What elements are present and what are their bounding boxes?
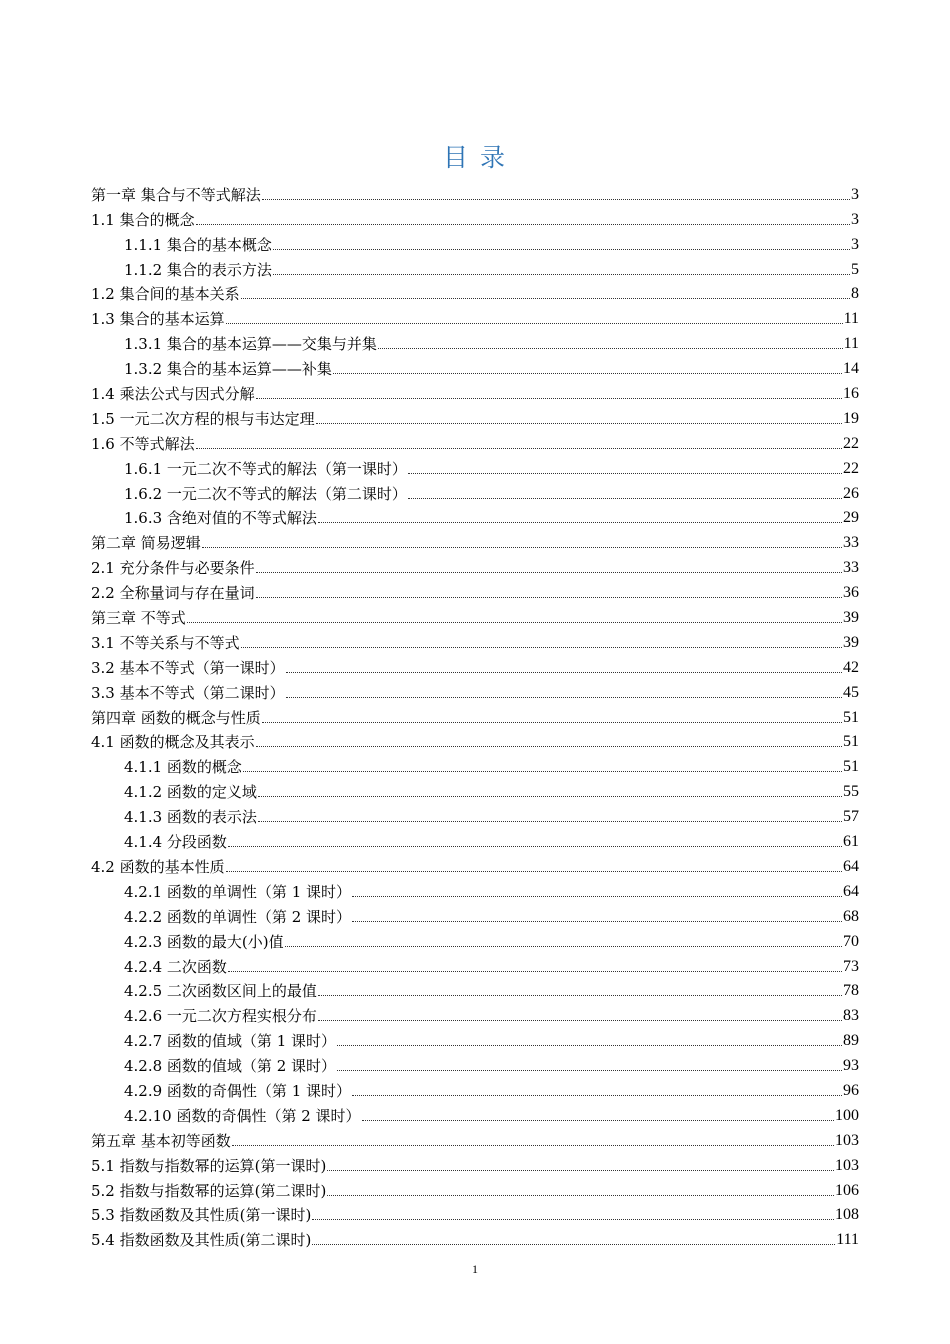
toc-entry-title: 第五章 基本初等函数: [91, 1131, 231, 1150]
toc-entry-page: 16: [843, 385, 859, 403]
page-title: 目 录: [443, 143, 507, 172]
toc-entry-title: 1.5 一元二次方程的根与韦达定理: [91, 409, 315, 428]
toc-entry-page: 3: [851, 185, 859, 203]
toc-entry[interactable]: [91, 428, 859, 453]
page-number: 1: [472, 1262, 478, 1276]
dot-leader: [337, 1069, 842, 1071]
toc-entry[interactable]: [91, 951, 859, 976]
toc-entry-page: 33: [843, 534, 859, 552]
dot-leader: [232, 1144, 834, 1146]
toc-entry-title: 4.1.1 函数的概念: [124, 758, 242, 777]
toc-entry[interactable]: [91, 677, 859, 702]
toc-entry[interactable]: [91, 901, 859, 926]
dot-leader: [362, 1119, 834, 1121]
toc-entry-page: 33: [843, 559, 859, 577]
dot-leader: [318, 994, 842, 996]
toc-entry-page: 3: [851, 235, 859, 253]
toc-entry[interactable]: [91, 1224, 859, 1249]
dot-leader: [256, 596, 842, 598]
dot-leader: [337, 1044, 842, 1046]
toc-entry-title: 5.3 指数函数及其性质(第一课时): [91, 1206, 312, 1225]
toc-entry-title: 5.2 指数与指数幂的运算(第二课时): [91, 1181, 327, 1200]
dot-leader: [352, 895, 842, 897]
toc-entry-title: 1.6.2 一元二次不等式的解法（第二课时）: [124, 484, 407, 503]
dot-leader: [286, 696, 842, 698]
dot-leader: [256, 745, 842, 747]
toc-entry-page: 36: [843, 584, 859, 602]
toc-entry-title: 1.1.2 集合的表示方法: [124, 260, 272, 279]
toc-entry-page: 26: [843, 484, 859, 502]
toc-entry-title: 1.3.1 集合的基本运算——交集与并集: [124, 335, 377, 354]
toc-entry[interactable]: [91, 1100, 859, 1125]
toc-entry-page: 103: [835, 1156, 859, 1174]
toc-entry-page: 61: [843, 833, 859, 851]
dot-leader: [243, 770, 842, 772]
toc-entry[interactable]: [91, 179, 859, 204]
toc-entry[interactable]: [91, 453, 859, 478]
toc-entry[interactable]: [91, 303, 859, 328]
toc-entry-title: 4.2.2 函数的单调性（第 2 课时）: [124, 907, 352, 926]
dot-leader: [318, 1019, 842, 1021]
toc-entry[interactable]: [91, 478, 859, 503]
dot-leader: [228, 845, 842, 847]
toc-entry-title: 4.2.4 二次函数: [124, 957, 227, 976]
toc-entry-page: 78: [843, 982, 859, 1000]
toc-entry-title: 1.6.3 含绝对值的不等式解法: [124, 509, 317, 528]
toc-entry[interactable]: [91, 1200, 859, 1225]
toc-entry-title: 2.2 全称量词与存在量词: [91, 584, 255, 603]
toc-entry-title: 1.2 集合间的基本关系: [91, 285, 240, 304]
dot-leader: [202, 546, 842, 548]
dot-leader: [256, 397, 842, 399]
dot-leader: [273, 248, 850, 250]
toc-entry-page: 3: [851, 210, 859, 228]
toc-entry-page: 45: [843, 683, 859, 701]
dot-leader: [286, 671, 842, 673]
toc-entry-page: 51: [843, 708, 859, 726]
toc-entry[interactable]: [91, 776, 859, 801]
toc-entry-page: 111: [836, 1231, 859, 1249]
toc-entry-page: 14: [843, 360, 859, 378]
toc-entry[interactable]: [91, 1050, 859, 1075]
toc-entry-page: 83: [843, 1007, 859, 1025]
toc-entry-title: 1.6 不等式解法: [91, 434, 195, 453]
toc-entry-title: 第三章 不等式: [91, 609, 186, 628]
toc-entry-title: 3.1 不等关系与不等式: [91, 633, 240, 652]
toc-entry-title: 4.1 函数的概念及其表示: [91, 733, 255, 752]
toc-entry[interactable]: [91, 602, 859, 627]
toc-entry-title: 1.1.1 集合的基本概念: [124, 235, 272, 254]
dot-leader: [241, 297, 850, 299]
toc-entry[interactable]: [91, 254, 859, 279]
toc-entry-title: 4.2.6 一元二次方程实根分布: [124, 1007, 317, 1026]
toc-entry[interactable]: [91, 826, 859, 851]
toc-entry-title: 第二章 简易逻辑: [91, 534, 201, 553]
toc-entry-page: 8: [851, 285, 859, 303]
toc-entry-title: 第一章 集合与不等式解法: [91, 185, 261, 204]
dot-leader: [327, 1194, 834, 1196]
toc-entry-page: 11: [843, 335, 859, 353]
dot-leader: [333, 372, 842, 374]
toc-entry-title: 第四章 函数的概念与性质: [91, 708, 261, 727]
toc-entry[interactable]: [91, 1150, 859, 1175]
toc-entry-title: 4.1.3 函数的表示法: [124, 808, 257, 827]
toc-entry-page: 39: [843, 633, 859, 651]
toc-entry-page: 55: [843, 783, 859, 801]
toc-entry-title: 4.2.10 函数的奇偶性（第 2 课时）: [124, 1106, 361, 1125]
dot-leader: [285, 945, 842, 947]
dot-leader: [226, 322, 843, 324]
toc-entry[interactable]: [91, 727, 859, 752]
toc-entry-title: 5.1 指数与指数幂的运算(第一课时): [91, 1156, 327, 1175]
toc-entry-title: 1.3 集合的基本运算: [91, 310, 225, 329]
dot-leader: [273, 273, 850, 275]
toc-entry[interactable]: [91, 353, 859, 378]
toc-entry-page: 29: [843, 509, 859, 527]
toc-entry-page: 19: [843, 409, 859, 427]
toc-entry-title: 1.6.1 一元二次不等式的解法（第一课时）: [124, 459, 407, 478]
dot-leader: [262, 198, 850, 200]
toc-entry[interactable]: [91, 403, 859, 428]
toc-entry[interactable]: [91, 851, 859, 876]
toc-entry-page: 39: [843, 609, 859, 627]
toc-entry-page: 51: [843, 758, 859, 776]
toc-entry-page: 103: [835, 1131, 859, 1149]
toc-entry-title: 1.1 集合的概念: [91, 210, 195, 229]
dot-leader: [256, 571, 842, 573]
toc-entry-title: 2.1 充分条件与必要条件: [91, 559, 255, 578]
toc-entry-title: 1.4 乘法公式与因式分解: [91, 385, 255, 404]
toc-entry-page: 70: [843, 932, 859, 950]
dot-leader: [262, 721, 842, 723]
dot-leader: [258, 820, 842, 822]
toc-entry-title: 5.4 指数函数及其性质(第二课时): [91, 1231, 312, 1250]
dot-leader: [196, 447, 842, 449]
toc-entry[interactable]: [91, 1025, 859, 1050]
toc-entry-page: 64: [843, 857, 859, 875]
toc-entry[interactable]: [91, 527, 859, 552]
toc-entry-title: 4.2.3 函数的最大(小)值: [124, 932, 284, 951]
toc-entry[interactable]: [91, 577, 859, 602]
toc-entry-page: 11: [843, 310, 859, 328]
toc-entry-title: 3.3 基本不等式（第二课时）: [91, 683, 285, 702]
dot-leader: [408, 472, 842, 474]
toc-entry[interactable]: [91, 204, 859, 229]
dot-leader: [318, 521, 842, 523]
toc-entry-title: 4.1.2 函数的定义域: [124, 783, 257, 802]
toc-entry-title: 4.1.4 分段函数: [124, 833, 227, 852]
toc-entry-page: 106: [835, 1181, 859, 1199]
toc-entry[interactable]: [91, 1125, 859, 1150]
toc-entry-page: 57: [843, 808, 859, 826]
toc-entry[interactable]: [91, 652, 859, 677]
toc-entry-title: 4.2.1 函数的单调性（第 1 课时）: [124, 882, 352, 901]
toc-entry-page: 22: [843, 434, 859, 452]
toc-entry-title: 4.2.8 函数的值域（第 2 课时）: [124, 1057, 337, 1076]
toc-entry[interactable]: [91, 229, 859, 254]
dot-leader: [228, 970, 842, 972]
toc-entry-page: 100: [835, 1106, 859, 1124]
toc-entry[interactable]: [91, 627, 859, 652]
toc-entry-page: 108: [835, 1206, 859, 1224]
toc-entry-page: 68: [843, 907, 859, 925]
toc-entry-page: 42: [843, 658, 859, 676]
toc-entry-title: 3.2 基本不等式（第一课时）: [91, 658, 285, 677]
toc-entry-page: 89: [843, 1032, 859, 1050]
dot-leader: [352, 1094, 842, 1096]
dot-leader: [327, 1169, 834, 1171]
toc-entry[interactable]: [91, 552, 859, 577]
toc-entry[interactable]: [91, 876, 859, 901]
dot-leader: [408, 497, 842, 499]
dot-leader: [378, 347, 843, 349]
dot-leader: [312, 1218, 834, 1220]
dot-leader: [352, 920, 842, 922]
dot-leader: [226, 870, 842, 872]
dot-leader: [312, 1243, 835, 1245]
dot-leader: [187, 621, 842, 623]
toc-entry[interactable]: [91, 926, 859, 951]
toc-entry-page: 22: [843, 459, 859, 477]
toc-entry[interactable]: [91, 378, 859, 403]
dot-leader: [316, 422, 842, 424]
toc-entry-page: 64: [843, 882, 859, 900]
toc-entry-page: 73: [843, 957, 859, 975]
toc-entry[interactable]: [91, 328, 859, 353]
toc-entry-title: 4.2.7 函数的值域（第 1 课时）: [124, 1032, 337, 1051]
dot-leader: [258, 795, 842, 797]
toc-entry[interactable]: [91, 1000, 859, 1025]
toc-entry-title: 1.3.2 集合的基本运算——补集: [124, 360, 332, 379]
dot-leader: [196, 223, 850, 225]
toc-entry[interactable]: [91, 279, 859, 304]
toc-entry[interactable]: [91, 503, 859, 528]
table-of-contents: [91, 179, 859, 1249]
toc-entry[interactable]: [91, 751, 859, 776]
toc-entry[interactable]: [91, 801, 859, 826]
toc-entry-title: 4.2 函数的基本性质: [91, 857, 225, 876]
toc-entry-title: 4.2.5 二次函数区间上的最值: [124, 982, 317, 1001]
toc-entry-page: 5: [851, 260, 859, 278]
toc-entry-page: 93: [843, 1057, 859, 1075]
toc-entry[interactable]: [91, 1175, 859, 1200]
toc-entry-page: 96: [843, 1081, 859, 1099]
toc-entry-title: 4.2.9 函数的奇偶性（第 1 课时）: [124, 1081, 352, 1100]
toc-entry-page: 51: [843, 733, 859, 751]
toc-entry[interactable]: [91, 702, 859, 727]
toc-entry[interactable]: [91, 1075, 859, 1100]
dot-leader: [241, 646, 842, 648]
toc-entry[interactable]: [91, 976, 859, 1001]
